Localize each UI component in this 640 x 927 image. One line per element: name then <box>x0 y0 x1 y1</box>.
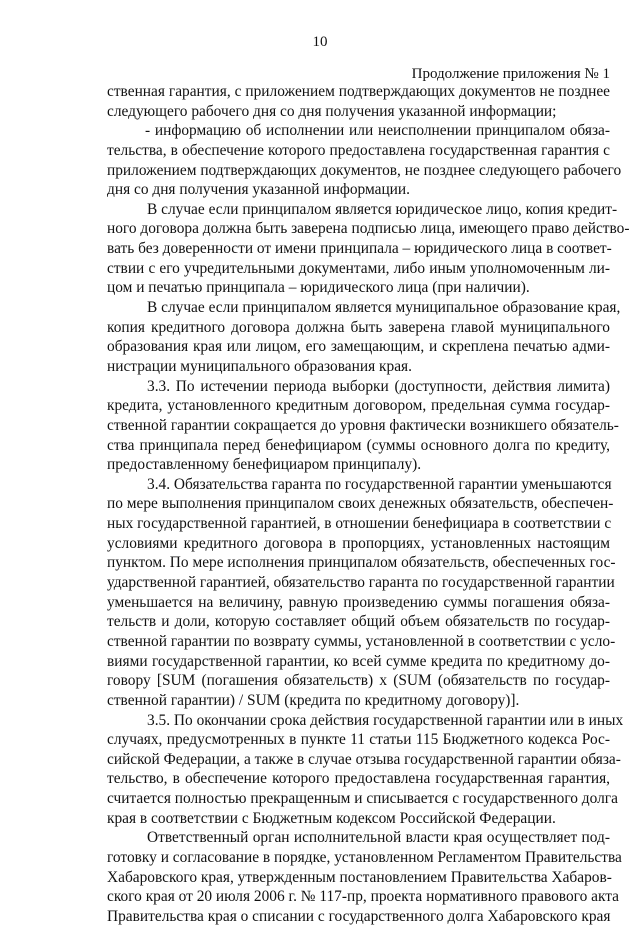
text-line: нистрации муниципального образования края. <box>107 357 412 375</box>
text-line: считается полностью прекращенным и списывается с государственного долга <box>107 790 618 808</box>
text-line: ных государственной гарантией, в отношении бенефициара в соответствии с <box>107 515 612 533</box>
text-line: Правительства края о списании с государственного долга Хабаровского края <box>107 907 611 925</box>
text-line: ственная гарантия, с приложением подтверждающих документов не позднее <box>107 83 610 100</box>
text-line: 3.5. По окончании срока действия государственной гарантии или в иных <box>147 711 624 729</box>
text-line: 3.4. Обязательства гаранта по государственной гарантии уменьшаются <box>147 475 612 493</box>
paragraph <box>107 828 622 926</box>
paragraph <box>107 121 622 200</box>
text-line: кредита, установленного кредитным договором, предельная сумма государ- <box>107 397 610 415</box>
text-line: ственной гарантии по возврату суммы, установленной в соответствии с усло- <box>107 632 616 650</box>
text-line: образования края или лицом, его замещающим, и скреплена печатью адми- <box>107 338 610 356</box>
text-line: тельства, в обеспечение которого предоставлена государственная гарантия с <box>107 141 610 159</box>
text-line: условиями кредитного договора в пропорциях, установленных настоящим <box>107 534 610 552</box>
text-line: ственной гарантии) / SUM (кредита по кредитному договору)]. <box>107 691 520 709</box>
text-line: следующего рабочего дня со дня получения указанной информации; <box>107 102 557 120</box>
text-line: края в соответствии с Бюджетным кодексом Российской Федерации. <box>107 809 556 827</box>
document-body <box>107 82 630 927</box>
text-line: ударственной гарантией, обязательство гаранта по государственной гарантии <box>107 574 615 592</box>
text-line: ственной гарантии сокращается до уровня фактически возникшего обязатель- <box>107 416 619 434</box>
page-number: 10 <box>312 34 328 50</box>
text-line: ского края от 20 июля 2006 г. № 117-пр, проекта нормативного правового акта <box>107 888 619 906</box>
text-line: тельство, в обеспечение которого предоставлена государственная гарантия, <box>107 770 610 788</box>
text-line: говору [SUM (погашения обязательств) x (SUM (обязательств по государ- <box>107 672 610 690</box>
text-line: Ответственный орган исполнительной власти края осуществляет под- <box>147 829 610 847</box>
paragraph <box>107 711 624 829</box>
text-line: 3.3. По истечении периода выборки (доступности, действия лимита) <box>147 377 610 395</box>
text-line: приложением подтверждающих документов, не позднее следующего рабочего <box>107 161 622 179</box>
text-line: предоставленному бенефициаром принципалу). <box>107 456 422 474</box>
text-line: В случае если принципалом является муниципальное образование края, <box>147 299 621 317</box>
text-line: по мере выполнения принципалом своих денежных обязательств, обеспечен- <box>107 495 614 513</box>
text-line: цом и печатью принципала – юридического лица (при наличии). <box>107 279 530 297</box>
text-line: В случае если принципалом является юридическое лицо, копия кредит- <box>147 200 618 218</box>
text-line: Хабаровского края, утвержденным постановлением Правительства Хабаров- <box>107 868 612 886</box>
text-line: случаях, предусмотренных в пункте 11 статьи 115 Бюджетного кодекса Рос- <box>107 731 610 749</box>
text-line: ствии с его учредительными документами, либо иным уполномоченным ли- <box>107 259 610 277</box>
text-line: ства принципала перед бенефициаром (суммы основного долга по кредиту, <box>107 436 610 454</box>
paragraph <box>107 298 621 377</box>
text-line: сийской Федерации, а также в случае отзыва государственной гарантии обяза- <box>107 750 621 768</box>
paragraph <box>107 377 619 475</box>
text-line: копия кредитного договора должна быть заверена главой муниципального <box>107 318 610 336</box>
text-line: виями государственной гарантии, ко всей сумме кредита по кредитному до- <box>107 652 610 670</box>
text-line: пунктом. По мере исполнения принципалом обязательств, обеспеченных гос- <box>107 554 616 572</box>
paragraph <box>107 200 630 298</box>
paragraph <box>107 475 616 711</box>
text-line: - информацию об исполнении или неисполнении принципалом обяза- <box>145 122 610 140</box>
appendix-continuation-label: Продолжение приложения № 1 <box>411 66 610 82</box>
text-line: уменьшается на величину, равную произведению суммы погашения обяза- <box>107 593 610 611</box>
text-line: готовку и согласование в порядке, установленном Регламентом Правительства <box>107 848 622 866</box>
text-line: тельств и доли, которую составляет общий объем обязательств по государ- <box>107 613 610 631</box>
text-line: ного договора должна быть заверена подписью лица, имеющего право действо- <box>107 220 630 238</box>
paragraph <box>107 82 610 121</box>
text-line: вать без доверенности от имени принципала – юридического лица в соответ- <box>107 240 612 258</box>
text-line: дня со дня получения указанной информации. <box>107 181 410 199</box>
